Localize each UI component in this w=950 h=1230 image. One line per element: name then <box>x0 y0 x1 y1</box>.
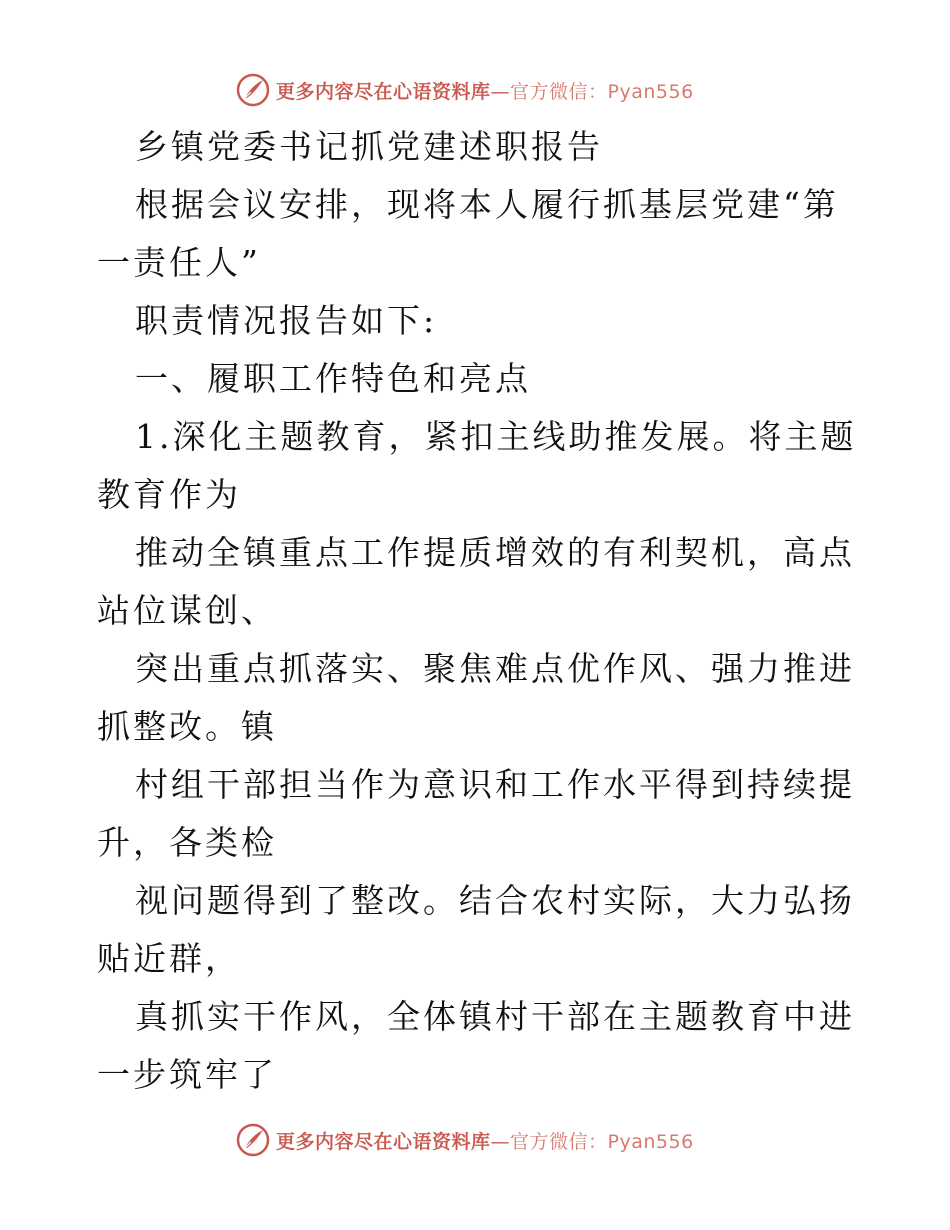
quill-pen-logo-icon <box>236 1123 270 1157</box>
paragraph: 职责情况报告如下: <box>135 301 438 340</box>
watermark-text <box>276 77 694 104</box>
header-watermark <box>236 70 694 110</box>
paragraph: 推动全镇重点工作提质增效的有利契机，高点站位谋创、 <box>97 533 855 630</box>
document-title: 乡镇党委书记抓党建述职报告 <box>135 127 603 166</box>
watermark-separator: — <box>490 80 511 103</box>
paragraph: 根据会议安排，现将本人履行抓基层党建“第一责任人” <box>97 185 839 282</box>
watermark-contact: 官方微信：Pyan556 <box>510 80 694 103</box>
watermark-brand: 更多内容尽在心语资料库 <box>276 1130 491 1153</box>
paragraph: 村组干部担当作为意识和工作水平得到持续提升，各类检 <box>97 765 855 862</box>
quill-pen-logo-icon <box>236 73 270 107</box>
watermark-contact: 官方微信：Pyan556 <box>510 1130 694 1153</box>
document-body <box>97 118 857 1104</box>
paragraph: 突出重点抓落实、聚焦难点优作风、强力推进抓整改。镇 <box>97 649 855 746</box>
footer-watermark <box>236 1120 694 1160</box>
paragraph: 真抓实干作风，全体镇村干部在主题教育中进一步筑牢了 <box>97 997 855 1094</box>
watermark-text <box>276 1127 694 1154</box>
watermark-brand: 更多内容尽在心语资料库 <box>276 80 491 103</box>
paragraph: 1.深化主题教育，紧扣主线助推发展。将主题教育作为 <box>97 417 857 514</box>
watermark-separator: — <box>490 1130 511 1153</box>
paragraph: 视问题得到了整改。结合农村实际，大力弘扬贴近群， <box>97 881 855 978</box>
section-heading: 一、履职工作特色和亮点 <box>135 359 531 398</box>
